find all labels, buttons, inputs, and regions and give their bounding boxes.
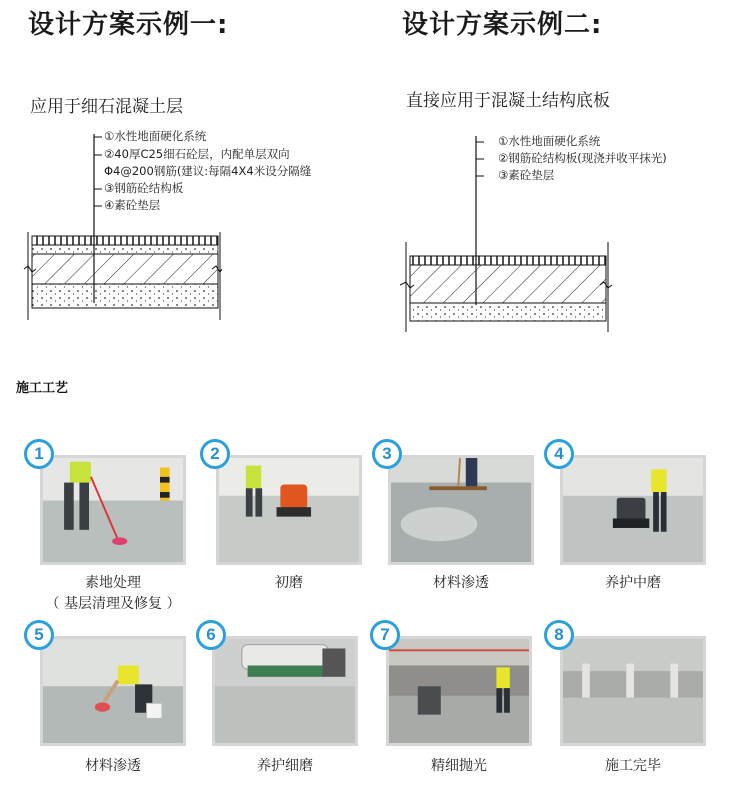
step5-photo — [40, 636, 186, 746]
example2-label-3: ③素砼垫层 — [498, 168, 555, 182]
step4-photo — [560, 455, 706, 565]
step6-number-badge: 6 — [196, 620, 226, 650]
step7-caption: 精细抛光 — [431, 758, 487, 774]
example1-subtitle: 应用于细石混凝土层 — [30, 97, 183, 117]
step6-photo — [212, 636, 358, 746]
step5-number-badge: 5 — [24, 620, 54, 650]
step4-caption: 养护中磨 — [605, 575, 661, 591]
step7-photo — [386, 636, 532, 746]
step8-photo — [560, 636, 706, 746]
example2-label-2: ②钢筋砼结构板(现浇并收平抹光) — [498, 151, 667, 165]
step7-number-badge: 7 — [370, 620, 400, 650]
example1-label-3: Φ4@200钢筋(建议:每隔4X4米设分隔缝 — [104, 164, 312, 178]
step8-number-badge: 8 — [544, 620, 574, 650]
example1-label-1: ①水性地面硬化系统 — [104, 129, 207, 143]
step1-caption-detail: （ 基层清理及修复 ） — [45, 596, 181, 612]
step3-caption: 材料渗透 — [433, 575, 489, 591]
example1-title: 设计方案示例一: — [28, 10, 229, 40]
step6-caption: 养护细磨 — [257, 758, 313, 774]
step4-number-badge: 4 — [544, 439, 574, 469]
process-title: 施工工艺 — [16, 381, 69, 396]
step8-caption: 施工完毕 — [605, 758, 661, 774]
example2-label-1: ①水性地面硬化系统 — [498, 134, 601, 148]
example1-label-2: ②40厚C25细石砼层，内配单层双向 — [104, 147, 290, 161]
example1-label-4: ③钢筋砼结构板 — [104, 181, 184, 195]
example2-subtitle: 直接应用于混凝土结构底板 — [406, 91, 610, 111]
step2-number-badge: 2 — [200, 439, 230, 469]
step1-photo — [40, 455, 186, 565]
step2-caption: 初磨 — [275, 575, 303, 591]
step3-photo — [388, 455, 534, 565]
step3-number-badge: 3 — [372, 439, 402, 469]
example2-title: 设计方案示例二: — [402, 10, 603, 40]
step1-caption: 素地处理 — [85, 575, 141, 591]
step2-photo — [216, 455, 362, 565]
step1-number-badge: 1 — [24, 439, 54, 469]
step5-caption: 材料渗透 — [85, 758, 141, 774]
example1-label-5: ④素砼垫层 — [104, 198, 161, 212]
